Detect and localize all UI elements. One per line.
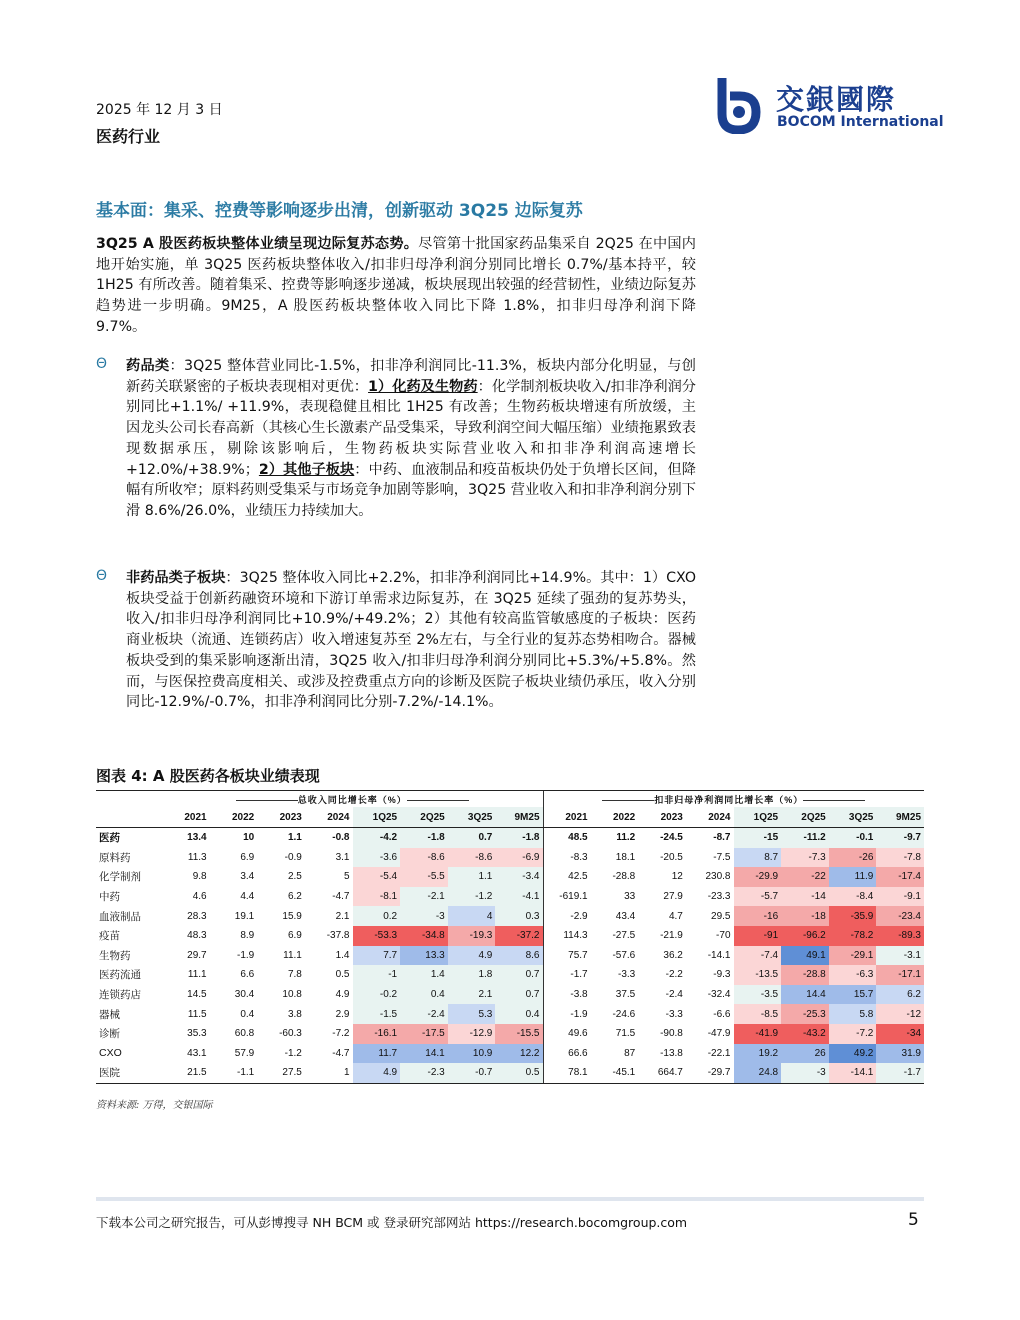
table-row xyxy=(96,985,924,1005)
column-header: 9M25 xyxy=(876,807,924,828)
column-header: 2Q25 xyxy=(781,807,829,828)
column-header: 2021 xyxy=(543,807,591,828)
table-cell: 4 xyxy=(448,906,496,926)
performance-table-wrap xyxy=(96,790,924,1084)
table-cell: -7.2 xyxy=(332,1028,350,1040)
column-header: 3Q25 xyxy=(829,807,877,828)
table-cell: -7.2 xyxy=(829,1024,877,1044)
bullet-drugs-lead: 药品类 xyxy=(126,358,170,374)
table-cell: 664.7 xyxy=(638,1063,686,1083)
table-cell: 230.8 xyxy=(705,871,731,883)
table-row xyxy=(96,828,924,848)
report-date: 2025 年 12 月 3 日 xyxy=(96,102,223,118)
table-cell: -34.8 xyxy=(400,926,448,946)
table-cell: -12 xyxy=(876,1004,924,1024)
table-cell: -16 xyxy=(734,906,782,926)
table-cell: 8.9 xyxy=(240,930,255,942)
table-cell: -3.3 xyxy=(618,969,636,981)
source-note: 资料来源: 万得，交银国际 xyxy=(96,1100,213,1111)
row-label: 连锁药店 xyxy=(99,989,141,1002)
table-cell: -7.5 xyxy=(713,851,731,863)
intro-lead: 3Q25 A 股医药板块整体业绩呈现边际复苏态势。 xyxy=(96,236,419,252)
footer-divider xyxy=(96,1197,924,1201)
table-cell: -14.1 xyxy=(707,949,731,961)
table-cell: 30.4 xyxy=(234,989,255,1001)
table-cell: 49.2 xyxy=(829,1044,877,1064)
table-cell: 11.1 xyxy=(283,949,302,961)
bocom-logo-icon xyxy=(712,74,774,134)
bullet-drugs xyxy=(126,356,696,522)
table-cell: -35.9 xyxy=(829,906,877,926)
table-cell: -70 xyxy=(716,930,731,942)
table-cell: -91 xyxy=(734,926,782,946)
table-cell: -1.1 xyxy=(210,1063,258,1083)
table-cell: -1.9 xyxy=(543,1004,591,1024)
table-cell: 2.9 xyxy=(335,1008,350,1020)
table-cell: -24.5 xyxy=(660,832,683,844)
table-cell: 0.4 xyxy=(495,1004,543,1024)
table-cell: 3.8 xyxy=(287,1008,302,1020)
table-row xyxy=(96,848,924,868)
table-cell: -28.8 xyxy=(781,965,829,985)
table-cell: 1.4 xyxy=(400,965,448,985)
table-cell: -1.2 xyxy=(284,1047,302,1059)
group-header-profit: 扣非归母净利润同比增长率（%） xyxy=(543,791,924,808)
table-cell: -9.1 xyxy=(876,887,924,907)
table-cell: -2.3 xyxy=(400,1063,448,1083)
table-cell: -6.6 xyxy=(713,1008,731,1020)
table-cell: -11.2 xyxy=(781,828,829,848)
table-cell: 7.7 xyxy=(353,946,401,966)
table-cell: -13.8 xyxy=(660,1047,683,1059)
row-label: 原料药 xyxy=(99,851,131,864)
table-cell: 35.3 xyxy=(187,1028,207,1040)
column-header: 2022 xyxy=(591,807,639,828)
table-cell: 19.2 xyxy=(734,1044,782,1064)
table-cell: 78.1 xyxy=(543,1063,591,1083)
table-cell: -8.6 xyxy=(400,848,448,868)
table-cell: 18.1 xyxy=(615,851,636,863)
table-cell: -1.5 xyxy=(353,1004,401,1024)
table-cell: -20.5 xyxy=(660,851,683,863)
column-header: 2Q25 xyxy=(400,807,448,828)
column-header: 1Q25 xyxy=(734,807,782,828)
table-cell: -4.1 xyxy=(495,887,543,907)
table-cell: -43.2 xyxy=(781,1024,829,1044)
table-cell: 11.2 xyxy=(616,832,636,844)
table-cell: 9.8 xyxy=(192,871,207,883)
table-cell: -15.5 xyxy=(495,1024,543,1044)
table-cell: 15.7 xyxy=(829,985,877,1005)
table-cell: 6.9 xyxy=(287,930,302,942)
table-cell: 24.8 xyxy=(734,1063,782,1083)
table-cell: -41.9 xyxy=(734,1024,782,1044)
row-label: 器械 xyxy=(99,1008,120,1021)
table-cell: 42.5 xyxy=(543,867,591,887)
table-cell: -29.9 xyxy=(734,867,782,887)
bullet-drugs-text1: ：3Q25 整体营业同比-1.5%，扣非净利润同比-11.3%，板块内部分化明显，与创新药关联紧密的子板块表现相对更优： xyxy=(126,358,696,395)
table-cell: 14.4 xyxy=(781,985,829,1005)
table-cell: -78.2 xyxy=(829,926,877,946)
table-cell: 13.4 xyxy=(187,832,207,844)
table-cell: -3 xyxy=(400,906,448,926)
table-cell: -5.5 xyxy=(400,867,448,887)
bullet-nondrugs-lead: 非药品类子板块 xyxy=(126,570,226,586)
table-cell: -5.7 xyxy=(734,887,782,907)
logo-chinese: 交銀國際 xyxy=(776,83,897,116)
table-cell: -0.2 xyxy=(353,985,401,1005)
table-cell: 11.3 xyxy=(187,851,207,863)
column-header: 2021 xyxy=(162,807,210,828)
table-cell: 28.3 xyxy=(187,910,207,922)
table-cell: 12.2 xyxy=(495,1044,543,1064)
table-cell: -3 xyxy=(781,1063,829,1083)
table-cell: -21.9 xyxy=(660,930,683,942)
table-cell: 48.5 xyxy=(543,828,591,848)
table-cell: -1.8 xyxy=(495,828,543,848)
column-header-row xyxy=(96,807,924,828)
table-row xyxy=(96,1024,924,1044)
table-cell: -17.1 xyxy=(876,965,924,985)
row-label: 血液制品 xyxy=(99,910,141,923)
table-body xyxy=(96,828,924,1084)
table-cell: -53.3 xyxy=(353,926,401,946)
table-cell: -22 xyxy=(781,867,829,887)
table-cell: 37.5 xyxy=(615,989,636,1001)
table-cell: -3.1 xyxy=(876,946,924,966)
table-cell: -57.6 xyxy=(612,949,636,961)
bullet-nondrugs-text: ：3Q25 整体收入同比+2.2%，扣非净利润同比+14.9%。其中：1）CXO 板块受益于创新药融资环境和下游订单需求边际复苏，在 3Q25 延续了强劲的复苏势头，收入/扣非归母净利润同比+10.9%/+49.2%；2）其他有较高监管敏感度的子板块：医药商业板块（流通、连锁药店）收入增速复苏至 2%左右，与全行业的复苏态势相吻合。器械板块受到的集采影响逐渐出清，3Q25 收入/扣非归母净利润分别同比+5.3%/+5.8%。然而，与医保控费高度相关、或涉及控费重点方向的诊断及医院子板块业绩仍承压，收入分别同比-12.9%/-0.7%，扣非净利润同比分别-7.2%/-14.1%。 xyxy=(126,570,696,711)
table-cell: 49.6 xyxy=(543,1024,591,1044)
table-cell: 60.8 xyxy=(234,1028,255,1040)
bullet-drugs-sub2: 2）其他子板块 xyxy=(258,461,355,478)
table-cell: -89.3 xyxy=(876,926,924,946)
table-cell: 3.4 xyxy=(240,871,255,883)
table-cell: 26 xyxy=(781,1044,829,1064)
table-cell: 43.4 xyxy=(615,910,636,922)
table-cell: 4.9 xyxy=(448,946,496,966)
bullet-drugs-sub1: 1）化药及生物药 xyxy=(368,378,478,395)
table-row xyxy=(96,946,924,966)
table-cell: -619.1 xyxy=(543,887,591,907)
table-cell: -9.3 xyxy=(713,969,731,981)
table-cell: 14.1 xyxy=(400,1044,448,1064)
table-cell: 4.7 xyxy=(668,910,683,922)
bullet-nondrugs xyxy=(126,568,696,713)
table-cell: -24.6 xyxy=(612,1008,636,1020)
table-cell: 57.9 xyxy=(234,1047,255,1059)
group-header-revenue: 总收入同比增长率（%） xyxy=(162,791,543,808)
table-cell: -37.8 xyxy=(326,930,350,942)
table-cell: -25.3 xyxy=(781,1004,829,1024)
table-cell: -29.7 xyxy=(686,1063,734,1083)
table-cell: 0.4 xyxy=(240,1008,255,1020)
column-header: 2022 xyxy=(210,807,258,828)
table-row xyxy=(96,1044,924,1064)
table-cell: 11.9 xyxy=(829,867,877,887)
table-cell: 8.6 xyxy=(495,946,543,966)
performance-table xyxy=(96,790,924,1084)
table-row xyxy=(96,965,924,985)
table-cell: 11.5 xyxy=(187,1008,207,1020)
table-cell: 66.6 xyxy=(543,1044,591,1064)
table-cell: -2.4 xyxy=(400,1004,448,1024)
table-cell: 5 xyxy=(343,871,350,883)
table-cell: -2.2 xyxy=(665,969,683,981)
table-cell: 0.7 xyxy=(495,965,543,985)
column-header: 9M25 xyxy=(495,807,543,828)
column-header: 2023 xyxy=(638,807,686,828)
table-cell: 14.5 xyxy=(187,989,207,1001)
table-cell: -26 xyxy=(829,848,877,868)
column-header: 3Q25 xyxy=(448,807,496,828)
table-row xyxy=(96,1063,924,1083)
table-cell: -8.6 xyxy=(448,848,496,868)
bullet-drugs-text3: ：中药、血液制品和疫苗板块仍处于负增长区间，但降幅有所收窄；原料药则受集采与市场竞争加剧等影响，3Q25 营业收入和扣非净利润分别下滑 8.6%/26.0%，业绩压力持续加大。 xyxy=(126,461,696,519)
table-cell: -2.1 xyxy=(400,887,448,907)
row-label: 诊断 xyxy=(99,1028,120,1041)
table-cell: -8.5 xyxy=(734,1004,782,1024)
table-cell: -9.7 xyxy=(876,828,924,848)
table-cell: 0.7 xyxy=(495,985,543,1005)
table-cell: -22.1 xyxy=(707,1047,731,1059)
footer-text: 下载本公司之研究报告，可从彭博搜寻 NH BCM 或 登录研究部网站 https://research.bocomgroup.com xyxy=(96,1215,688,1230)
table-cell: -45.1 xyxy=(591,1063,639,1083)
table-cell: -16.1 xyxy=(353,1024,401,1044)
table-cell: -90.8 xyxy=(660,1028,683,1040)
table-cell: 11.1 xyxy=(187,969,207,981)
table-cell: 5.8 xyxy=(829,1004,877,1024)
table-cell: 11.7 xyxy=(353,1044,401,1064)
intro-text: 尽管第十批国家药品集采自 2Q25 在中国内地开始实施，单 3Q25 医药板块整体收入/扣非归母净利润分别同比增长 0.7%/基本持平，较 1H25 有所改善。随着集采、控费等影响逐步递减，板块展现出较强的经营韧性，业绩边际复苏趋势进一步明确。9M25，A 股医药板块整体收入同比下降 1.8%，扣非归母净利润下降 9.7%。 xyxy=(96,236,696,335)
table-cell: -19.3 xyxy=(448,926,496,946)
table-cell: 0.4 xyxy=(400,985,448,1005)
logo-english: BOCOM International xyxy=(777,114,944,130)
table-cell: 3.1 xyxy=(335,851,350,863)
figure-title: 图表 4: A 股医药各板块业绩表现 xyxy=(96,767,320,785)
table-cell: -1 xyxy=(353,965,401,985)
table-cell: -27.5 xyxy=(612,930,636,942)
table-cell: -8.3 xyxy=(543,848,591,868)
table-cell: -8.4 xyxy=(829,887,877,907)
table-cell: -37.2 xyxy=(495,926,543,946)
table-cell: 87 xyxy=(624,1047,636,1059)
table-cell: -0.1 xyxy=(829,828,877,848)
table-cell: -6.9 xyxy=(495,848,543,868)
table-cell: -8.1 xyxy=(353,887,401,907)
table-cell: -1.7 xyxy=(876,1063,924,1083)
table-cell: 27.9 xyxy=(663,891,683,903)
table-cell: 21.5 xyxy=(162,1063,210,1083)
row-label: 医药流通 xyxy=(99,969,141,982)
table-cell: -17.5 xyxy=(400,1024,448,1044)
table-cell: 4.9 xyxy=(353,1063,401,1083)
table-cell: -12.9 xyxy=(448,1024,496,1044)
table-cell: 4.4 xyxy=(240,891,255,903)
table-cell: -4.7 xyxy=(332,1047,350,1059)
table-cell: -60.3 xyxy=(279,1028,302,1040)
table-cell: 75.7 xyxy=(543,946,591,966)
table-cell: 8.7 xyxy=(734,848,782,868)
table-cell: -1.7 xyxy=(543,965,591,985)
column-header: 1Q25 xyxy=(353,807,401,828)
table-cell: 1.8 xyxy=(448,965,496,985)
table-cell: 0.5 xyxy=(335,969,350,981)
table-cell: 1.1 xyxy=(448,867,496,887)
table-cell: -0.7 xyxy=(448,1063,496,1083)
table-cell: 29.7 xyxy=(187,949,207,961)
table-row xyxy=(96,887,924,907)
table-cell: -5.4 xyxy=(353,867,401,887)
table-cell: -3.5 xyxy=(734,985,782,1005)
column-header: 2023 xyxy=(257,807,305,828)
table-cell: -23.3 xyxy=(707,891,731,903)
table-cell: 7.8 xyxy=(287,969,302,981)
table-cell: 1 xyxy=(305,1063,353,1083)
table-cell: 5.3 xyxy=(448,1004,496,1024)
row-label: 医院 xyxy=(96,1063,162,1083)
row-label: CXO xyxy=(99,1047,122,1060)
table-cell: -6.3 xyxy=(829,965,877,985)
table-cell: -4.7 xyxy=(332,891,350,903)
table-cell: -3.6 xyxy=(353,848,401,868)
page-number: 5 xyxy=(908,1210,919,1230)
table-cell: -1.9 xyxy=(237,949,255,961)
table-cell: -2.9 xyxy=(543,906,591,926)
row-label: 医药 xyxy=(99,832,120,845)
table-row xyxy=(96,906,924,926)
table-cell: 10 xyxy=(243,832,255,844)
table-cell: -96.2 xyxy=(781,926,829,946)
table-cell: 48.3 xyxy=(187,930,207,942)
table-cell: -28.8 xyxy=(612,871,636,883)
table-cell: -13.5 xyxy=(734,965,782,985)
table-cell: 19.1 xyxy=(234,910,255,922)
table-cell: 27.5 xyxy=(257,1063,305,1083)
table-cell: 49.1 xyxy=(781,946,829,966)
table-cell: -14.1 xyxy=(829,1063,877,1083)
table-cell: -18 xyxy=(781,906,829,926)
table-row xyxy=(96,1004,924,1024)
table-cell: -34 xyxy=(876,1024,924,1044)
table-cell: 36.2 xyxy=(663,949,683,961)
table-cell: -7.4 xyxy=(734,946,782,966)
table-cell: 12 xyxy=(671,871,683,883)
table-row xyxy=(96,926,924,946)
table-cell: 0.3 xyxy=(495,906,543,926)
row-label: 中药 xyxy=(99,891,120,904)
table-cell: -0.9 xyxy=(284,851,302,863)
table-cell: -1.2 xyxy=(448,887,496,907)
table-cell: -29.1 xyxy=(829,946,877,966)
table-cell: 4.6 xyxy=(192,891,207,903)
table-cell: -8.7 xyxy=(713,832,731,844)
table-cell: 6.9 xyxy=(240,851,255,863)
table-cell: 13.3 xyxy=(400,946,448,966)
table-cell: -3.8 xyxy=(543,985,591,1005)
table-cell: 0.7 xyxy=(448,828,496,848)
table-cell: -3.3 xyxy=(665,1008,683,1020)
table-cell: 4.9 xyxy=(335,989,350,1001)
table-cell: -15 xyxy=(734,828,782,848)
table-cell: 10.8 xyxy=(282,989,302,1001)
intro-paragraph xyxy=(96,234,696,338)
row-label: 疫苗 xyxy=(99,930,120,943)
row-label: 化学制剂 xyxy=(99,871,141,884)
table-cell: 15.9 xyxy=(282,910,302,922)
table-cell: -7.3 xyxy=(781,848,829,868)
table-cell: 2.1 xyxy=(335,910,350,922)
table-cell: 0.5 xyxy=(495,1063,543,1083)
bullet-icon: Θ xyxy=(96,356,108,372)
table-cell: 0.2 xyxy=(353,906,401,926)
table-cell: -17.4 xyxy=(876,867,924,887)
table-cell: -3.4 xyxy=(495,867,543,887)
table-cell: -4.2 xyxy=(353,828,401,848)
table-cell: 6.2 xyxy=(876,985,924,1005)
table-cell: 1.4 xyxy=(335,949,350,961)
table-cell: 10.9 xyxy=(448,1044,496,1064)
sector-title: 医药行业 xyxy=(96,127,161,146)
column-header: 2024 xyxy=(686,807,734,828)
column-header: 2024 xyxy=(305,807,353,828)
table-cell: -7.8 xyxy=(876,848,924,868)
table-cell: 43.1 xyxy=(187,1047,207,1059)
bullet-drugs-text2: ：化学制剂板块收入/扣非净利润分别同比+1.1%/ +11.9%，表现稳健且相比 1H25 有改善；生物药板块增速有所放缓，主因龙头公司长春高新（其核心生长激素产品受集采，导致利润空间大幅压缩）业绩拖累致表现数据承压，剔除该影响后，生物药板块实际营业收入和扣非净利润高速增长+12.0%/+38.9%； xyxy=(126,378,696,478)
table-cell: 1.1 xyxy=(287,832,302,844)
table-cell: 114.3 xyxy=(543,926,591,946)
table-row xyxy=(96,867,924,887)
table-cell: -32.4 xyxy=(707,989,731,1001)
row-label: 生物药 xyxy=(99,949,131,962)
table-cell: -47.9 xyxy=(707,1028,731,1040)
table-cell: 33 xyxy=(624,891,636,903)
table-cell: 2.1 xyxy=(448,985,496,1005)
table-cell: 6.6 xyxy=(240,969,255,981)
bullet-icon: Θ xyxy=(96,568,108,584)
table-cell: 6.2 xyxy=(287,891,302,903)
table-cell: -2.4 xyxy=(665,989,683,1001)
table-cell: -1.8 xyxy=(400,828,448,848)
table-cell: -14 xyxy=(781,887,829,907)
table-cell: -0.8 xyxy=(332,832,350,844)
table-cell: 71.5 xyxy=(615,1028,636,1040)
table-cell: 29.5 xyxy=(711,910,731,922)
table-cell: 2.5 xyxy=(287,871,302,883)
table-cell: -23.4 xyxy=(876,906,924,926)
section-heading: 基本面：集采、控费等影响逐步出清，创新驱动 3Q25 边际复苏 xyxy=(96,201,583,221)
table-cell: 31.9 xyxy=(876,1044,924,1064)
